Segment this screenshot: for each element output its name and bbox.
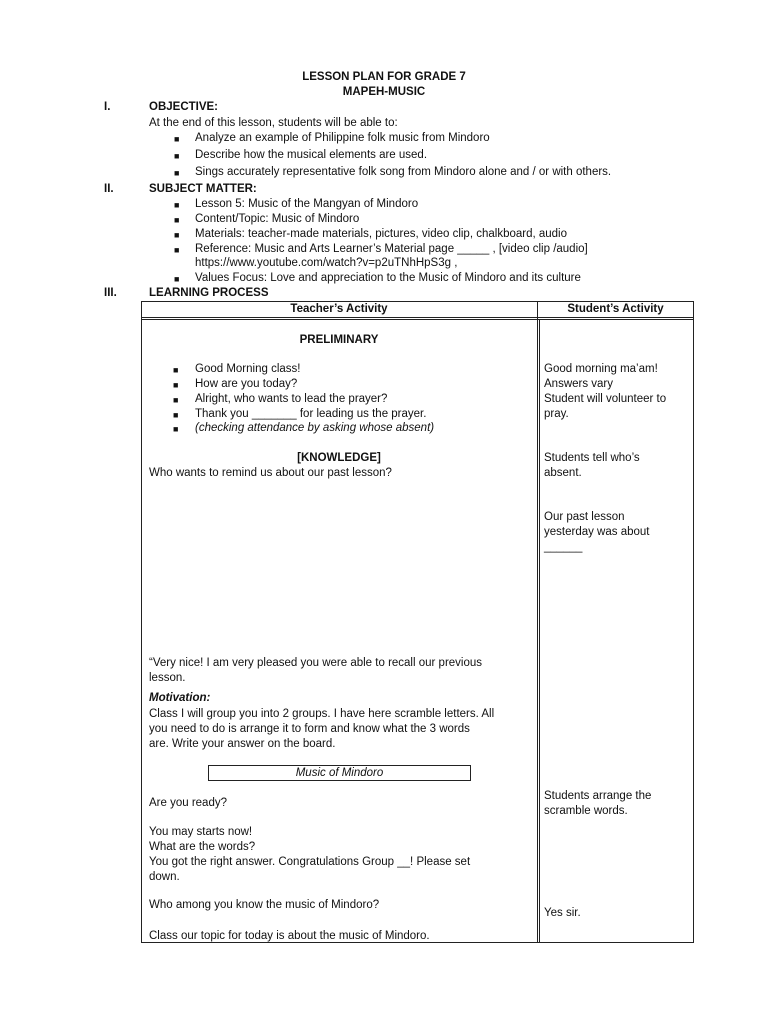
- teacher-line: Class I will group you into 2 groups. I have here scramble letters. All: [149, 708, 495, 720]
- bullet-icon: ■: [174, 274, 180, 284]
- table-column-divider: [537, 301, 538, 943]
- teacher-line: down.: [149, 871, 180, 883]
- teacher-line: lesson.: [149, 672, 186, 684]
- student-line: Good morning ma’am!: [544, 363, 658, 375]
- student-line: Students arrange the: [544, 790, 652, 802]
- section-heading-objective: OBJECTIVE:: [149, 101, 219, 113]
- section-heading-learning: LEARNING PROCESS: [149, 287, 269, 299]
- teacher-line: (checking attendance by asking whose absent): [195, 422, 435, 434]
- bullet-icon: ■: [173, 380, 179, 390]
- teacher-line: You may starts now!: [149, 826, 253, 838]
- header-teacher-activity: Teacher’s Activity: [290, 303, 388, 315]
- subject-item: Values Focus: Love and appreciation to the Music of Mindoro and its culture: [195, 272, 581, 284]
- student-line: Yes sir.: [544, 907, 581, 919]
- bullet-icon: ■: [173, 365, 179, 375]
- student-line: Our past lesson: [544, 511, 625, 523]
- student-line: Student will volunteer to: [544, 393, 667, 405]
- section-number-learning: III.: [104, 287, 117, 299]
- teacher-line: What are the words?: [149, 841, 256, 853]
- bullet-icon: ■: [173, 410, 179, 420]
- objective-item: Analyze an example of Philippine folk music from Mindoro: [195, 132, 490, 144]
- subject-item: Lesson 5: Music of the Mangyan of Mindoro: [195, 198, 419, 210]
- teacher-line: Alright, who wants to lead the prayer?: [195, 393, 388, 405]
- motivation-heading: Motivation:: [149, 692, 211, 704]
- objective-item: Sings accurately representative folk song from Mindoro alone and / or with others.: [195, 166, 612, 178]
- subject-item: Reference: Music and Arts Learner’s Material page _____ , [video clip /audio]: [195, 243, 588, 255]
- bullet-icon: ■: [174, 245, 180, 255]
- section-number-subject: II.: [104, 183, 114, 195]
- bullet-icon: ■: [174, 230, 180, 240]
- bullet-icon: ■: [174, 134, 180, 144]
- section-heading-subject: SUBJECT MATTER:: [149, 183, 257, 195]
- teacher-line: Class our topic for today is about the music of Mindoro.: [149, 930, 430, 942]
- teacher-line: You got the right answer. Congratulations Group __! Please set: [149, 856, 471, 868]
- bullet-icon: ■: [174, 200, 180, 210]
- student-line: absent.: [544, 467, 582, 479]
- student-line: Answers vary: [544, 378, 614, 390]
- teacher-line: Thank you _______ for leading us the prayer.: [195, 408, 427, 420]
- bullet-icon: ■: [173, 424, 179, 434]
- teacher-line: Good Morning class!: [195, 363, 301, 375]
- page-title: LESSON PLAN FOR GRADE 7: [302, 71, 466, 83]
- teacher-line: are. Write your answer on the board.: [149, 738, 336, 750]
- objective-intro: At the end of this lesson, students will be able to:: [149, 117, 398, 129]
- subject-item: Materials: teacher-made materials, pictures, video clip, chalkboard, audio: [195, 228, 568, 240]
- header-student-activity: Student’s Activity: [567, 303, 664, 315]
- student-line: Students tell who’s: [544, 452, 640, 464]
- reference-link: https://www.youtube.com/watch?v=p2uTNhHpS3g ,: [195, 257, 458, 269]
- teacher-line: you need to do is arrange it to form and know what the 3 words: [149, 723, 470, 735]
- teacher-line: “Very nice! I am very pleased you were able to recall our previous: [149, 657, 483, 669]
- bullet-icon: ■: [174, 151, 180, 161]
- teacher-line: Are you ready?: [149, 797, 227, 809]
- bullet-icon: ■: [174, 215, 180, 225]
- knowledge-heading: [KNOWLEDGE]: [297, 452, 381, 464]
- student-line: scramble words.: [544, 805, 628, 817]
- table-header-divider: [141, 319, 694, 320]
- teacher-line: Who among you know the music of Mindoro?: [149, 899, 380, 911]
- bullet-icon: ■: [173, 395, 179, 405]
- scramble-answer-box: Music of Mindoro: [208, 765, 471, 781]
- table-column-divider: [539, 319, 540, 943]
- table-header-divider: [141, 317, 694, 318]
- subject-item: Content/Topic: Music of Mindoro: [195, 213, 360, 225]
- bullet-icon: ■: [174, 168, 180, 178]
- page-subtitle: MAPEH-MUSIC: [342, 86, 426, 98]
- preliminary-heading: PRELIMINARY: [299, 334, 379, 346]
- knowledge-question: Who wants to remind us about our past lesson?: [149, 467, 392, 479]
- student-line: pray.: [544, 408, 569, 420]
- objective-item: Describe how the musical elements are used.: [195, 149, 428, 161]
- section-number-objective: I.: [104, 101, 111, 113]
- student-line: yesterday was about: [544, 526, 650, 538]
- student-line: ______: [544, 541, 583, 553]
- teacher-line: How are you today?: [195, 378, 298, 390]
